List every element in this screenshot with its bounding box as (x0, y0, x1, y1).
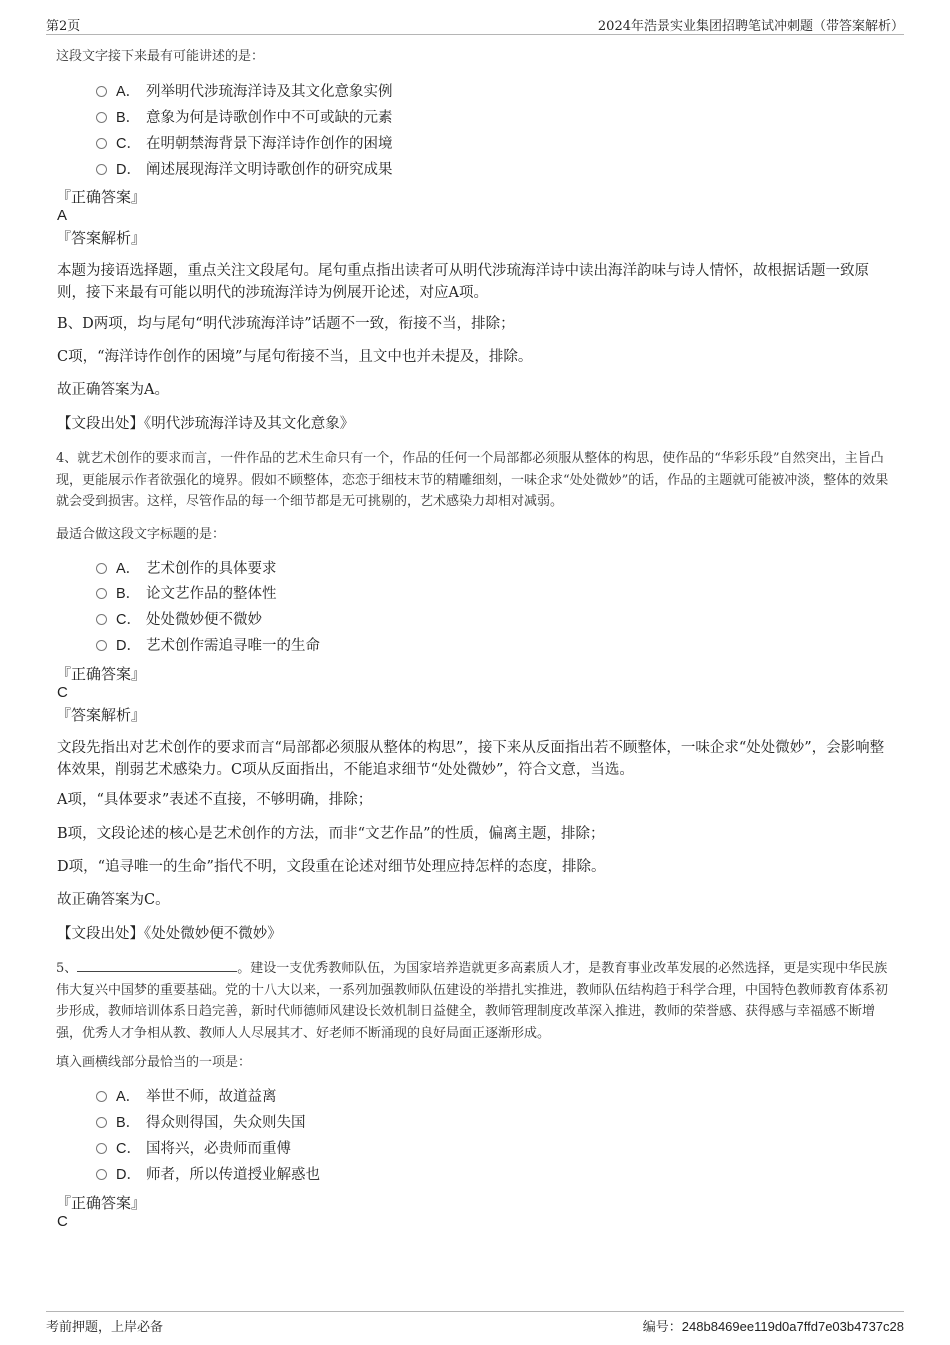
fill-blank (77, 960, 237, 972)
radio-icon[interactable] (96, 112, 107, 123)
radio-icon[interactable] (96, 164, 107, 175)
analysis-paragraph: 本题为接语选择题，重点关注文段尾句。尾句重点指出读者可从明代涉琉海洋诗中读出海洋韵味与诗人情怀，故根据话题一致原则，接下来最有可能以明代的涉琉海洋诗为例展开论述，对应A项。 (57, 263, 869, 301)
answer-label: 『正确答案』 (56, 1194, 147, 1212)
answer-value: C (57, 1213, 68, 1230)
radio-icon[interactable] (96, 588, 107, 599)
radio-icon[interactable] (96, 614, 107, 625)
question-number: 5、 (56, 961, 78, 976)
analysis-label: 『答案解析』 (56, 706, 147, 724)
radio-icon[interactable] (96, 640, 107, 651)
question-prompt: 填入画横线部分最恰当的一项是： (56, 1055, 252, 1070)
question-text: 。建设一支优秀教师队伍，为国家培养造就更多高素质人才，是教育事业改革发展的必然选择，更是实现中华民族伟大复兴中国梦的重要基础。党的十八大以来，一系列加强教师队伍建设的举措扎实推进，教师队伍结构趋于科学合理，中国特色教师教育体系初步形成，教师培训体系日趋完善，新时代师德师风建设长效机制日益健全，教师管理制度改革深入推进，教师的荣誉感、获得感与幸福感不断增强，优秀人才争相从教、教师人人尽展其才、好老师不断涌现的良好局面正逐渐形成。 (56, 961, 889, 1041)
option-a[interactable]: A． 艺术创作的具体要求 (96, 559, 277, 579)
option-c[interactable]: C． 处处微妙便不微妙 (96, 610, 262, 630)
radio-icon[interactable] (96, 1091, 107, 1102)
source-citation: 【文段出处】《处处微妙便不微妙》 (57, 926, 282, 942)
question-prompt: 最适合做这段文字标题的是： (56, 527, 226, 542)
page-number: 第2页 (46, 19, 81, 34)
page-header (46, 12, 904, 35)
analysis-label: 『答案解析』 (56, 229, 147, 247)
source-citation: 【文段出处】《明代涉琉海洋诗及其文化意象》 (57, 416, 355, 432)
question-prompt: 这段文字接下来最有可能讲述的是： (56, 49, 265, 64)
answer-value: A (57, 207, 68, 224)
page-footer (46, 1311, 904, 1338)
analysis-paragraph: 文段先指出对艺术创作的要求而言“局部都必须服从整体的构思”，接下来从反面指出若不顾整体，一味企求“处处微妙”，会影响整体效果，削弱艺术感染力。C项从反面指出，不能追求细节“处处微妙”，符合文意，当选。 (57, 740, 885, 778)
answer-value: C (57, 684, 68, 701)
radio-icon[interactable] (96, 138, 107, 149)
option-b[interactable]: B． 论文艺作品的整体性 (96, 584, 277, 604)
option-a[interactable]: A． 列举明代涉琉海洋诗及其文化意象实例 (96, 82, 393, 102)
document-title: 2024年浩景实业集团招聘笔试冲刺题（带答案解析） (597, 19, 904, 34)
code-value: 248b8469ee119d0a7ffd7e03b4737c28 (681, 1319, 904, 1334)
option-c[interactable]: C． 在明朝禁海背景下海洋诗作创作的困境 (96, 134, 393, 154)
footer-slogan: 考前押题，上岸必备 (46, 1320, 164, 1335)
document-code (643, 1316, 904, 1335)
option-d[interactable]: D． 师者，所以传道授业解惑也 (96, 1165, 320, 1185)
analysis-paragraph: B项，文段论述的核心是艺术创作的方法，而非“文艺作品”的性质，偏离主题，排除； (57, 826, 605, 842)
radio-icon[interactable] (96, 1117, 107, 1128)
option-b[interactable]: B． 意象为何是诗歌创作中不可或缺的元素 (96, 108, 393, 128)
analysis-paragraph: D项，“追寻唯一的生命”指代不明，文段重在论述对细节处理应持怎样的态度，排除。 (57, 859, 606, 875)
option-b[interactable]: B． 得众则得国，失众则失国 (96, 1113, 306, 1133)
option-d[interactable]: D． 阐述展现海洋文明诗歌创作的研究成果 (96, 160, 393, 180)
analysis-paragraph: B、D两项，均与尾句“明代涉琉海洋诗”话题不一致，衔接不当，排除； (57, 316, 515, 332)
option-d[interactable]: D． 艺术创作需追寻唯一的生命 (96, 636, 320, 656)
radio-icon[interactable] (96, 563, 107, 574)
answer-label: 『正确答案』 (56, 188, 147, 206)
analysis-paragraph: 故正确答案为C。 (57, 892, 170, 908)
option-a[interactable]: A． 举世不师，故道益离 (96, 1087, 277, 1107)
analysis-paragraph: C项，“海洋诗作创作的困境”与尾句衔接不当，且文中也并未提及，排除。 (57, 349, 533, 365)
radio-icon[interactable] (96, 1169, 107, 1180)
option-c[interactable]: C． 国将兴，必贵师而重傅 (96, 1139, 291, 1159)
analysis-paragraph: A项，“具体要求”表述不直接，不够明确，排除； (57, 792, 373, 808)
code-label: 编号： (642, 1320, 682, 1335)
question-passage (56, 958, 896, 1044)
question-passage: 4、就艺术创作的要求而言，一件作品的艺术生命只有一个，作品的任何一个局部都必须服从整体的构思，使作品的“华彩乐段”自然突出，主旨凸现，更能展示作者欲强化的境界。假如不顾整体，恋恋于细枝末节的精雕细刻，一味企求“处处微妙”的话，作品的主题就可能被冲淡，整体的效果就会受到损害。这样，尽管作品的每一个细节都是无可挑剔的，艺术感染力却相对减弱。 (56, 451, 889, 509)
radio-icon[interactable] (96, 1143, 107, 1154)
answer-label: 『正确答案』 (56, 665, 147, 683)
radio-icon[interactable] (96, 86, 107, 97)
analysis-paragraph: 故正确答案为A。 (57, 382, 169, 398)
